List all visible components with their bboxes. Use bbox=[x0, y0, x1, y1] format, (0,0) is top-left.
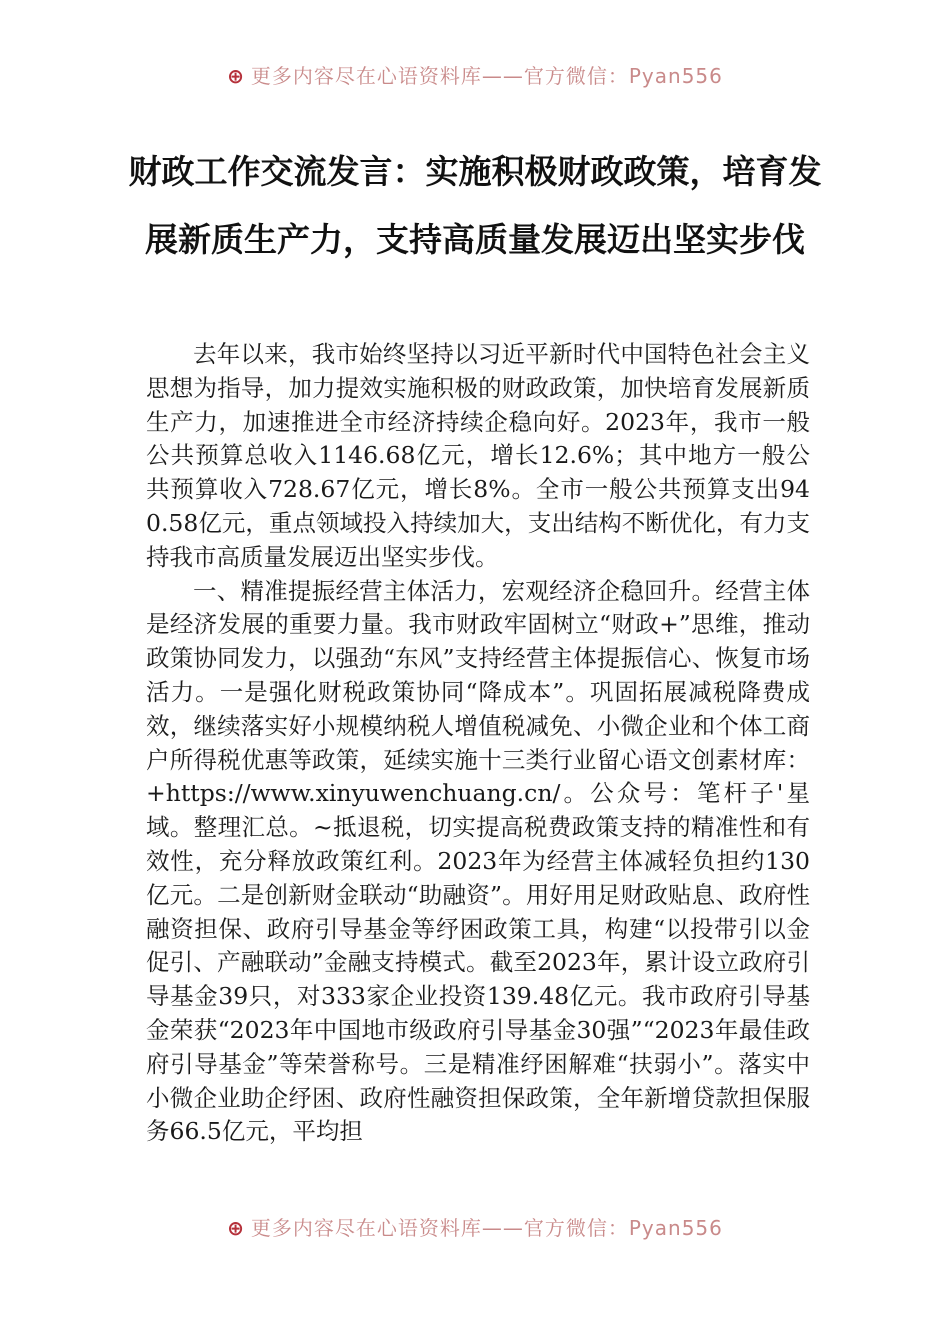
document-body bbox=[146, 338, 810, 1149]
watermark-text: 更多内容尽在心语资料库——官方微信：Pyan556 bbox=[250, 1216, 723, 1240]
paragraph-intro: 去年以来，我市始终坚持以习近平新时代中国特色社会主义思想为指导，加力提效实施积极的财政政策，加快培育发展新质生产力，加速推进全市经济持续企稳向好。2023年，我市一般公共预算总收入1146.68亿元，增长12.6%；其中地方一般公共预算收入728.67亿元，增长8%。全市一般公共预算支出940.58亿元，重点领域投入持续加大，支出结构不断优化，有力支持我市高质量发展迈出坚实步伐。 bbox=[146, 340, 810, 571]
paragraph-section-one: 一、精准提振经营主体活力，宏观经济企稳回升。经营主体是经济发展的重要力量。我市财政牢固树立“财政+”思维，推动政策协同发力，以强劲“东风”支持经营主体提振信心、恢复市场活力。一是强化财税政策协同“降成本”。巩固拓展减税降费成效，继续落实好小规模纳税人增值税减免、小微企业和个体工商户所得税优惠等政策，延续实施十三类行业留心语文创素材库：+https://www.xinyuwenchuang.cn/。公众号：笔杆子'星域。整理汇总。~抵退税，切实提高税费政策支持的精准性和有效性，充分释放政策红利。2023年为经营主体减轻负担约130亿元。二是创新财金联动“助融资”。用好用足财政贴息、政府性融资担保、政府引导基金等纾困政策工具，构建“以投带引以金促引、产融联动”金融支持模式。截至2023年，累计设立政府引导基金39只，对333家企业投资139.48亿元。我市政府引导基金荣获“2023年中国地市级政府引导基金30强”“2023年最佳政府引导基金”等荣誉称号。三是精准纾困解难“扶弱小”。落实中小微企业助企纾困、政府性融资担保政策，全年新增贷款担保服务66.5亿元，平均担 bbox=[146, 576, 810, 1146]
watermark-logo-icon: ⊕ bbox=[227, 64, 245, 88]
document-title: 财政工作交流发言：实施积极财政政策，培育发展新质生产力，支持高质量发展迈出坚实步伐 bbox=[128, 152, 822, 259]
watermark-header bbox=[0, 60, 950, 89]
watermark-text: 更多内容尽在心语资料库——官方微信：Pyan556 bbox=[250, 64, 723, 88]
watermark-footer bbox=[0, 1212, 950, 1241]
watermark-logo-icon: ⊕ bbox=[227, 1216, 245, 1240]
